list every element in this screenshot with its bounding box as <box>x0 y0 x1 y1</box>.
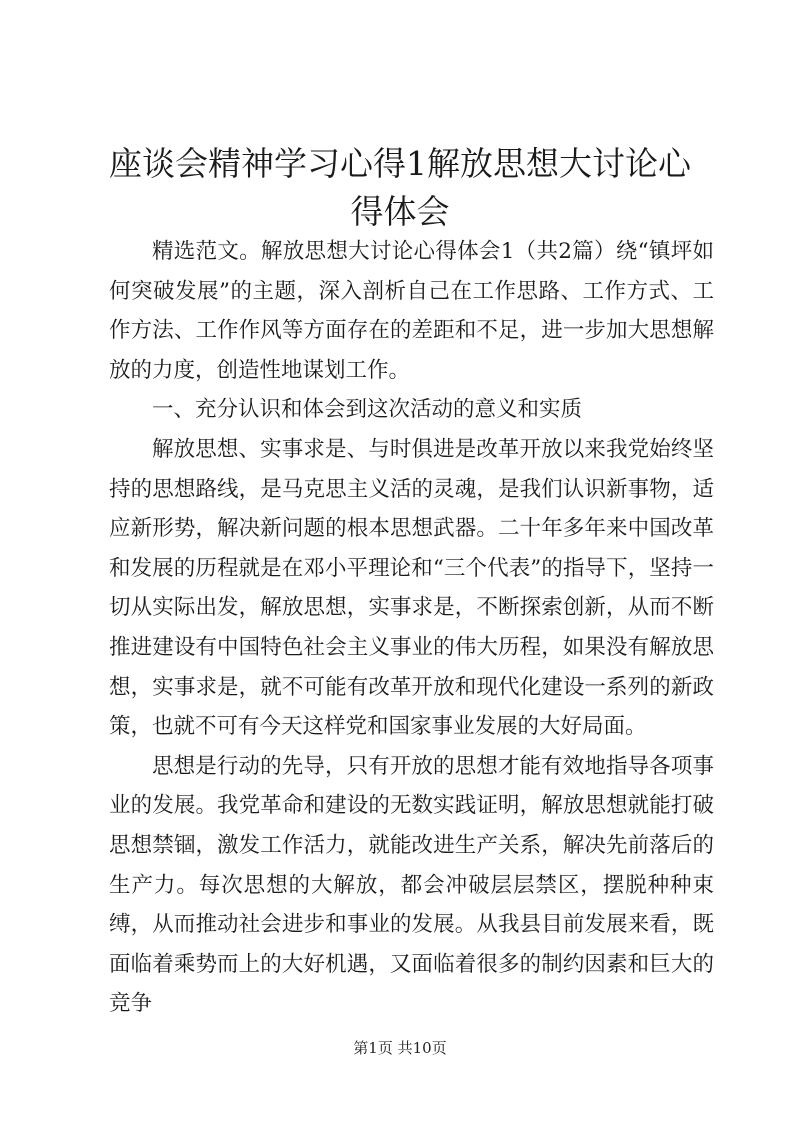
page-footer: 第1页 共10页 <box>353 1039 447 1057</box>
document-title: 座谈会精神学习心得1解放思想大讨论心得体会 <box>109 144 691 231</box>
paragraph-intro: 精选范文。解放思想大讨论心得体会1（共2篇）绕“镇坪如何突破发展”的主题，深入剖析自己在工作思路、工作方式、工作方法、工作作风等方面存在的差距和不足，进一步加大思想解放的力度，创造性地谋划工作。 <box>109 239 714 383</box>
section-heading: 一、充分认识和体会到这次活动的意义和实质 <box>152 397 583 423</box>
paragraph-body: 思想是行动的先导，只有开放的思想才能有效地指导各项事业的发展。我党革命和建设的无数实践证明，解放思想就能打破思想禁锢，激发工作活力，就能改进生产关系，解决先前落后的生产力。每次思想的大解放，都会冲破层层禁区，摆脱种种束缚，从而推动社会进步和事业的发展。从我县目前发展来看，既面临着乘势而上的大好机遇，又面临着很多的制约因素和巨大的竞争 <box>109 753 714 1017</box>
document-body <box>109 232 714 1024</box>
paragraph-body: 解放思想、实事求是、与时俱进是改革开放以来我党始终坚持的思想路线，是马克思主义活的灵魂，是我们认识新事物，适应新形势，解决新问题的根本思想武器。二十年多年来中国改革和发展的历程就是在邓小平理论和“三个代表”的指导下，坚持一切从实际出发，解放思想，实事求是，不断探索创新，从而不断推进建设有中国特色社会主义事业的伟大历程，如果没有解放思想，实事求是，就不可能有改革开放和现代化建设一系列的新政策，也就不可有今天这样党和国家事业发展的大好局面。 <box>109 436 714 740</box>
